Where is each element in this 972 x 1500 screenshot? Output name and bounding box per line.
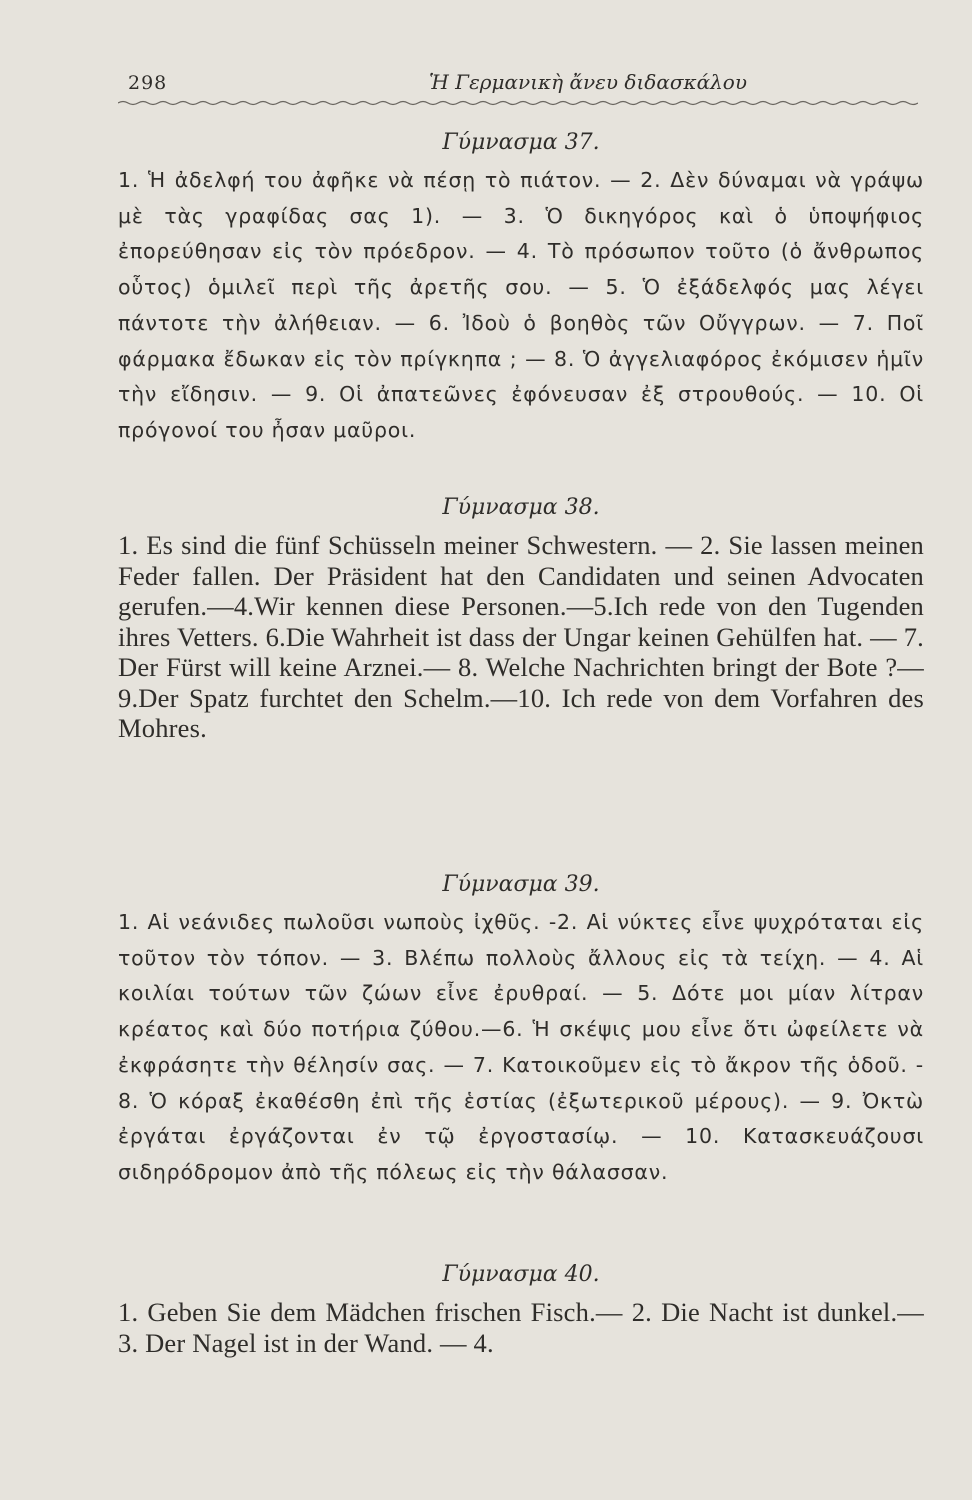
- exercise-text: 1. Αἱ νεάνιδες πωλοῦσι νωποὺς ἰχθῦς. -2. Αἱ νύκτες εἶνε ψυχρόταται εἰς τοῦτον τὸν τόπον. — 3. Βλέπω πολλοὺς ἄλλους εἰς τὰ τείχη. — 4. Αἱ κοιλίαι τούτων τῶν ζώων εἶνε ἐρυθραί. — 5. Δότε μοι μίαν λίτραν κρέατος καὶ δύο ποτήρια ζύθου.—6. Ἡ σκέψις μου εἶνε ὅτι ὠφείλετε νὰ ἐκφράσητε τὴν θέλησίν σας. — 7. Κατοικοῦμεν εἰς τὸ ἄκρον τῆς ὁδοῦ. - 8. Ὁ κόραξ ἐκαθέσθη ἐπὶ τῆς ἑστίας (ἐξωτερικοῦ μέρους). — 9. Ὀκτὼ ἐργάται ἐργάζονται ἐν τῷ ἐργοστασίῳ. — 10. Κατασκευάζουσι σιδηρόδρομον ἀπὸ τῆς πόλεως εἰς τὴν θάλασσαν.: [118, 910, 924, 1184]
- exercise-title: Γύμνασμα 40.: [442, 1262, 600, 1287]
- exercise-37: [118, 130, 924, 449]
- page-number: 298: [128, 72, 168, 94]
- exercise-40: [118, 1262, 924, 1358]
- exercise-text: 1. Es sind die fünf Schüsseln meiner Schwestern. — 2. Sie lassen meinen Feder fallen. Der Präsident hat den Candidaten und seinen Advocaten gerufen.—4.Wir kennen diese Personen.—5.Ich rede von den Tugenden ihres Vetters. 6.Die Wahrheit ist dass der Ungar keinen Gehülfen hat. — 7. Der Fürst will keine Arznei.— 8. Welche Nachrichten bringt der Bote ?—9.Der Spatz furchtet den Schelm.—10. Ich rede von dem Vorfahren des Mohres.: [118, 530, 924, 743]
- exercise-text: 1. Geben Sie dem Mädchen frischen Fisch.— 2. Die Nacht ist dunkel.— 3. Der Nagel ist in der Wand. — 4.: [118, 1297, 924, 1358]
- exercise-text: 1. Ἡ ἀδελφή του ἀφῆκε νὰ πέσῃ τὸ πιάτον. — 2. Δὲν δύναμαι νὰ γράψω μὲ τὰς γραφίδας σας 1). — 3. Ὁ δικηγόρος καὶ ὁ ὑποψήφιος ἐπορεύθησαν εἰς τὸν πρόεδρον. — 4. Τὸ πρόσωπον τοῦτο (ὁ ἄνθρωπος οὗτος) ὁμιλεῖ περὶ τῆς ἀρετῆς σου. — 5. Ὁ ἐξάδελφός μας λέγει πάντοτε τὴν ἀλήθειαν. — 6. Ἰδοὺ ὁ βοηθὸς τῶν Οὔγγρων. — 7. Ποῖ φάρμακα ἔδωκαν εἰς τὸν πρίγκηπα ; — 8. Ὁ ἀγγελιαφόρος ἐκόμισεν ἡμῖν τὴν εἴδησιν. — 9. Οἱ ἀπατεῶνες ἐφόνευσαν ἐξ στρουθούς. — 10. Οἱ πρόγονοί του ἦσαν μαῦροι.: [118, 168, 924, 442]
- header-wavy-rule: [118, 100, 918, 106]
- exercise-title: Γύμνασμα 39.: [442, 872, 600, 897]
- exercise-38: [118, 495, 924, 744]
- exercise-39: [118, 872, 924, 1191]
- running-title: Ἡ Γερμανικὴ ἄνευ διδασκάλου: [428, 70, 748, 94]
- exercise-title: Γύμνασμα 38.: [442, 495, 600, 520]
- page-header: [118, 70, 918, 100]
- exercise-title: Γύμνασμα 37.: [442, 130, 600, 155]
